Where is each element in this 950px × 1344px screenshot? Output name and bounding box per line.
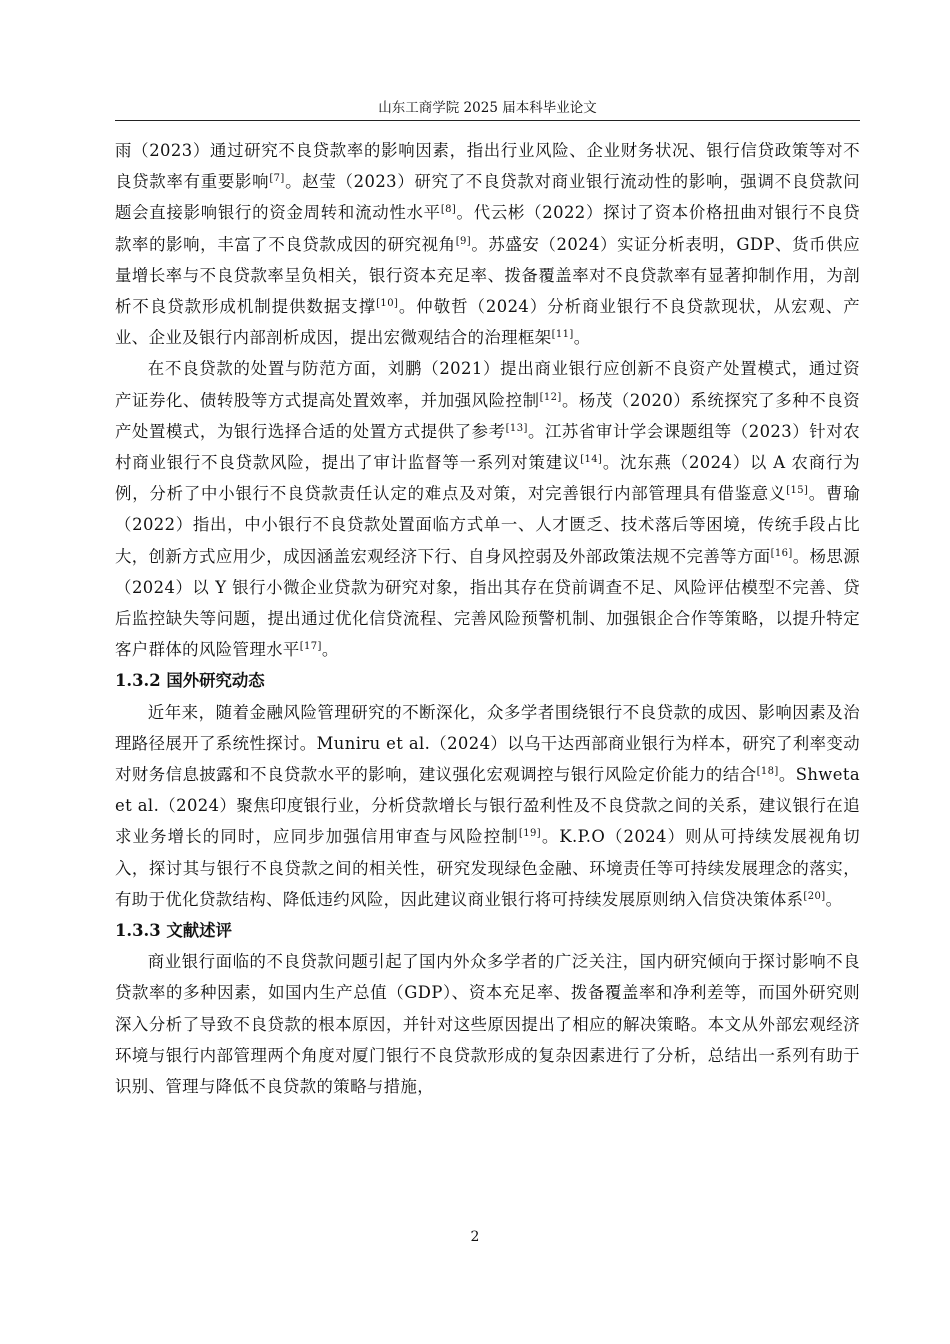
text-run: 。苏盛安（2024）实证分析表明，GDP、货币供应量增长率与不良贷款率呈负相关，银行资本充足率、拨备覆盖率对不良贷款率有显著抑制作用，为剖析不良贷款形成机制提供数据支撑 xyxy=(115,234,860,317)
citation-ref: [12] xyxy=(539,391,562,403)
citation-ref: [14] xyxy=(580,454,603,466)
paragraph-disposal-prevention xyxy=(115,353,860,665)
citation-ref: [15] xyxy=(786,485,809,497)
page-number: 2 xyxy=(470,1229,480,1245)
text-run: 。仲敬哲（2024）分析商业银行不良贷款现状，从宏观、产业、企业及银行内部剖析成因，提出宏微观结合的治理框架 xyxy=(115,297,860,348)
text-run: 。 xyxy=(321,640,339,660)
text-run: 。K.P.O（2024）则从可持续发展视角切入，探讨其与银行不良贷款之间的相关性，研究发现绿色金融、环境责任等可持续发展理念的落实，有助于优化贷款结构、降低违约风险，因此建议商业银行将可持续发展原则纳入信贷决策体系 xyxy=(115,827,860,909)
citation-ref: [8] xyxy=(440,204,457,216)
header-title: 山东工商学院 2025 届本科毕业论文 xyxy=(378,100,597,116)
page-footer xyxy=(0,1229,950,1245)
text-run: 。杨思源（2024）以 Y 银行小微企业贷款为研究对象，指出其存在贷前调查不足、风险评估模型不完善、贷后监控缺失等问题，提出通过优化信贷流程、完善风险预警机制、加强银企合作等策略，以提升特定客户群体的风险管理水平 xyxy=(115,546,860,660)
text-run: 。沈东燕（2024）以 A 农商行为例，分析了中小银行不良贷款责任认定的难点及对策，对完善银行内部管理具有借鉴意义 xyxy=(115,453,860,504)
citation-ref: [9] xyxy=(455,235,472,247)
page-header xyxy=(115,98,860,121)
text-run: 。Shweta et al.（2024）聚焦印度银行业，分析贷款增长与银行盈利性及不良贷款之间的关系，建议银行在追求业务增长的同时，应同步加强信用审查与风险控制 xyxy=(115,765,860,847)
text-run: 雨（2023）通过研究不良贷款率的影响因素，指出行业风险、企业财务状况、银行信贷政策等对不良贷款率有重要影响 xyxy=(115,141,860,192)
citation-ref: [10] xyxy=(376,298,399,310)
text-run: 。 xyxy=(825,889,843,909)
text-run: 在不良贷款的处置与防范方面，刘鹏（2021）提出商业银行应创新不良资产处置模式，通过资产证券化、债转股等方式提高处置效率，并加强风险控制 xyxy=(115,359,860,410)
text-run: 。 xyxy=(573,328,591,348)
text-run: 。曹瑜（2022）指出，中小银行不良贷款处置面临方式单一、人才匮乏、技术落后等困境，传统手段占比大，创新方式应用少，成因涵盖宏观经济下行、自身风控弱及外部政策法规不完善等方面 xyxy=(115,484,860,566)
citation-ref: [7] xyxy=(269,173,285,185)
text-run: 。杨茂（2020）系统探究了多种不良资产处置模式，为银行选择合适的处置方式提供了参考 xyxy=(115,390,861,441)
citation-ref: [13] xyxy=(505,422,528,434)
citation-ref: [20] xyxy=(803,890,826,902)
paragraph-foreign-research xyxy=(115,697,860,915)
text-run: 商业银行面临的不良贷款问题引起了国内外众多学者的广泛关注，国内研究倾向于探讨影响不良贷款率的多种因素，如国内生产总值（GDP）、资本充足率、拨备覆盖率和净利差等，而国外研究则深入分析了导致不良贷款的根本原因，并针对这些原因提出了相应的解决策略。本文从外部宏观经济环境与银行内部管理两个角度对厦门银行不良贷款形成的复杂因素进行了分析，总结出一系列有助于识别、管理与降低不良贷款的策略与措施， xyxy=(115,952,860,1097)
citation-ref: [16] xyxy=(770,547,793,559)
text-run: 近年来，随着金融风险管理研究的不断深化，众多学者围绕银行不良贷款的成因、影响因素及治理路径展开了系统性探讨。Muniru et al.（2024）以乌干达西部商业银行为样本，研究了利率变动对财务信息披露和不良贷款水平的影响，建议强化宏观调控与银行风险定价能力的结合 xyxy=(115,702,860,785)
heading-literature-review: 1.3.3 文献述评 xyxy=(115,921,232,941)
text-run: 。江苏省审计学会课题组等（2023）针对农村商业银行不良贷款风险，提出了审计监督等一系列对策建议 xyxy=(115,421,860,473)
text-run: 。代云彬（2022）探讨了资本价格扭曲对银行不良贷款率的影响，丰富了不良贷款成因的研究视角 xyxy=(115,203,860,254)
paragraph-literature-review xyxy=(115,946,860,1102)
citation-ref: [11] xyxy=(551,329,574,341)
citation-ref: [19] xyxy=(518,828,542,840)
text-run: 。赵莹（2023）研究了不良贷款对商业银行流动性的影响，强调不良贷款问题会直接影响银行的资金周转和流动性水平 xyxy=(115,172,860,223)
page-body xyxy=(115,135,860,1102)
heading-foreign-research: 1.3.2 国外研究动态 xyxy=(115,671,265,691)
citation-ref: [17] xyxy=(299,641,322,653)
citation-ref: [18] xyxy=(756,766,779,778)
paragraph-domestic-causes xyxy=(115,135,860,353)
